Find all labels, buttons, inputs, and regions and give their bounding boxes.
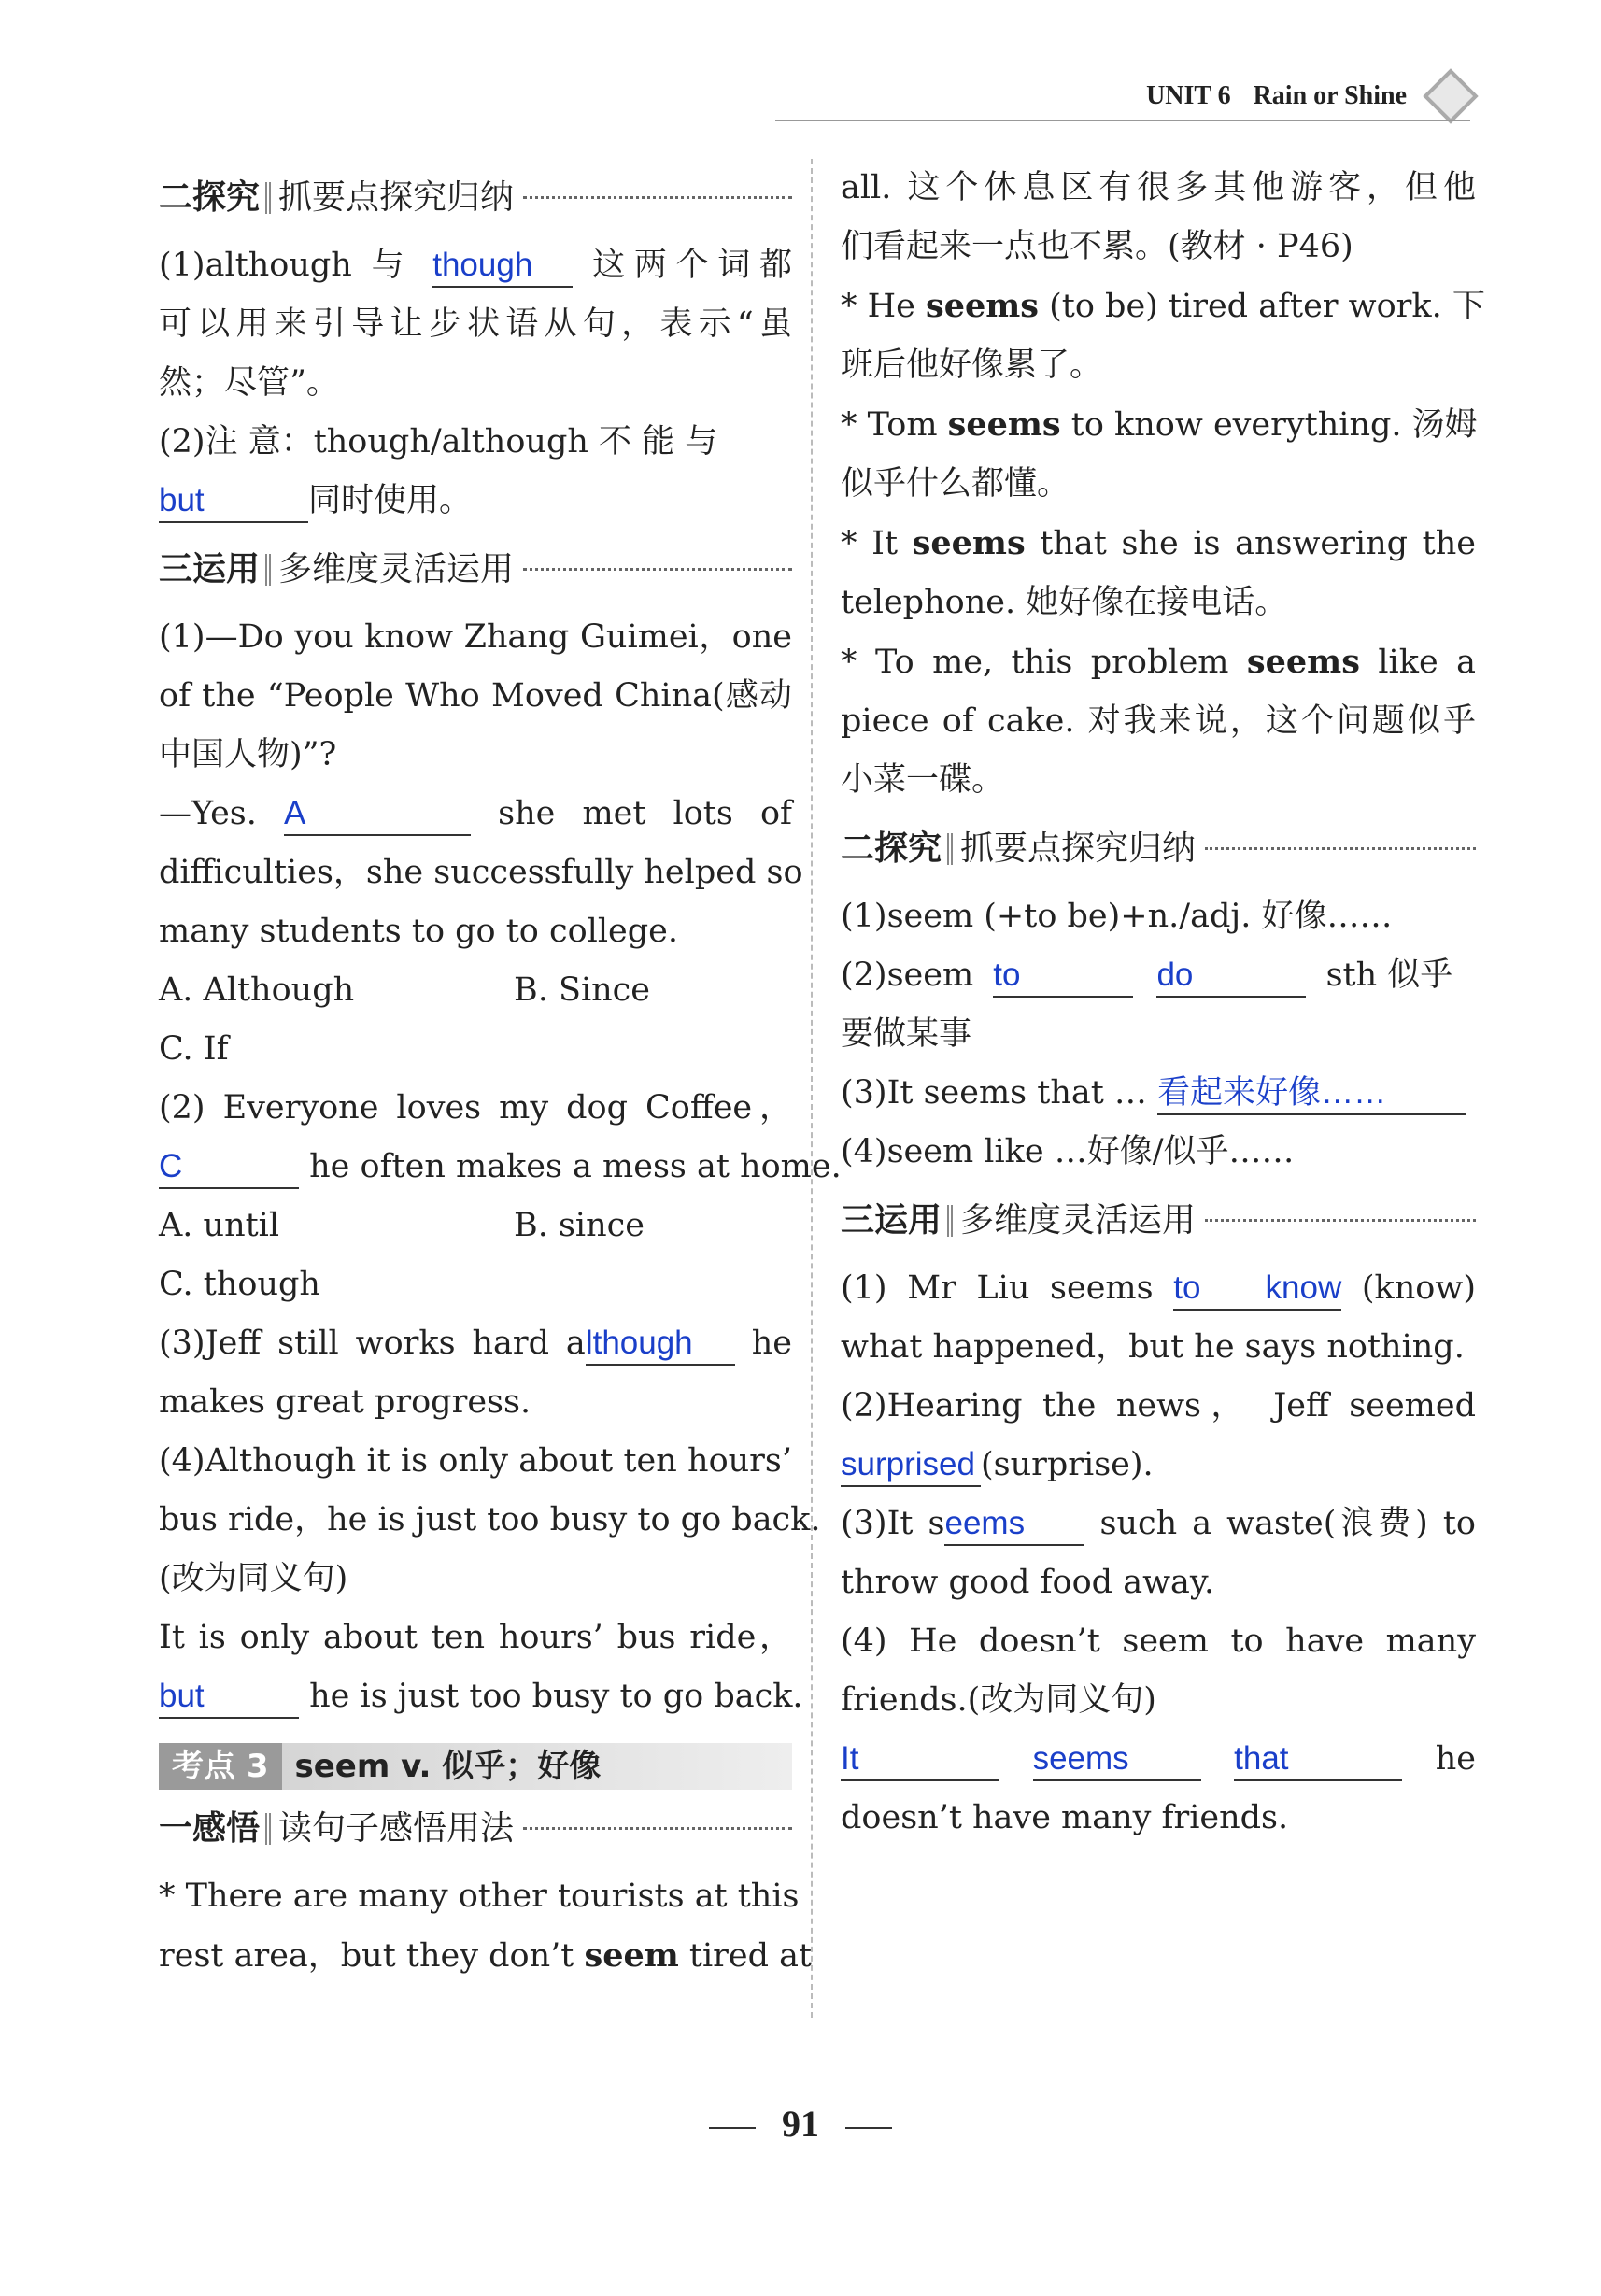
answer-blank: 看起来好像……	[1157, 1072, 1466, 1115]
text-line: makes great progress.	[159, 1383, 531, 1421]
exam-point-banner	[159, 1743, 792, 1790]
text-line: (改为同义句)	[159, 1560, 348, 1597]
explore-1: (1)although 与 though 这两个词都	[159, 236, 792, 295]
text-line: 中国人物)”?	[159, 736, 337, 773]
text-line: 小菜一碟。	[841, 761, 1005, 799]
options-line: A. Although B. Since	[159, 971, 650, 1009]
text-line: of the “People Who Moved China(感动	[159, 677, 792, 715]
text-line: It is only about ten hours’ bus ride，	[159, 1619, 792, 1656]
text-line: (4)seem like …好像/似乎……	[841, 1133, 1295, 1170]
page-number: 91	[0, 2102, 1601, 2146]
text-line: 然；尽管”。	[159, 364, 339, 402]
exam-point-badge: 考点 3	[159, 1743, 282, 1790]
running-header	[1146, 77, 1470, 116]
text-line: all. 这个休息区有很多其他游客，但他	[841, 169, 1476, 206]
section-title-feel: 一感悟 读句子感悟用法	[159, 1799, 792, 1858]
answer-blank: surprised	[841, 1444, 981, 1487]
text-line: throw good food away.	[841, 1564, 1215, 1601]
left-column: 二探究 抓要点探究归纳 (1)although 与 though 这两个词都 可以用来引导让步状语从句，表示“虽 然；尽管”。 (2)注 意：though/although 不 能 与 but 同时使用。 三运用 多维度灵活运用 (1)—Do you know Zhang Guimei，one of the “People Who Moved China(感动 中国人物)”? —Yes. A she met lots of difficulties，she successfully helped so many students to go to college. A. Although B. Since C. If (2) Everyone loves my dog Coffee， C he often makes a mess at home. A. until B. since C. though (3)Jeff still works hard although he makes great progress. (4)Although it is only about ten hours’ bus ride，he is just too busy to go back. (改为同义句) It is only about ten hours’ bus ride， but he is just too busy to go back. 考点 3 seem v. 似乎；好像 一感悟 读句子感悟用法 * There are many other tourists at this rest area，but they don’t seem tired at	[159, 159, 792, 1986]
section-mark-icon	[265, 554, 273, 586]
right-column: all. 这个休息区有很多其他游客，但他 们看起来一点也不累。(教材 · P46) * He seems (to be) tired after work. 下 班后他好像累了。 * Tom seems to know everything. 汤姆 似乎什么都懂。 * It seems that she is answering the telephone. 她好像在接电话。 * To me, this problem seems like a piece of cake. 对我来说，这个问题似乎 小菜一碟。 二探究 抓要点探究归纳 (1)seem (+to be)+n./adj. 好像…… (2)seem to do sth 似乎 要做某事 (3)It seems that … 看起来好像…… (4)seem like …好像/似乎…… 三运用 多维度灵活运用 (1) Mr Liu seems to know (know) what happened，but he says nothing. (2)Hearing the news， Jeff seemed surprised (surprise). (3)It seems such a waste(浪费) to throw good food away. (4) He doesn’t seem to have many friends.(改为同义句) It seems that he doesn’t have many friends.	[841, 159, 1476, 1848]
answer-blank: lthough	[586, 1323, 735, 1366]
section-title-apply-2: 三运用 多维度灵活运用	[841, 1191, 1476, 1250]
section-mark-icon	[265, 1813, 273, 1845]
text-line: friends.(改为同义句)	[841, 1681, 1156, 1719]
answer-blank: to	[993, 955, 1133, 998]
text-line: (4) He doesn’t seem to have many	[841, 1623, 1476, 1660]
explore-2: (2)注 意：though/although 不 能 与	[159, 423, 718, 461]
section-title-apply: 三运用 多维度灵活运用	[159, 540, 792, 599]
text-line: (2)Hearing the news， Jeff seemed	[841, 1387, 1476, 1424]
text-line: telephone. 她好像在接电话。	[841, 584, 1288, 621]
answer-blank: A	[284, 793, 471, 836]
question-1-answer-line: —Yes. A she met lots of	[159, 785, 792, 843]
exam-point-title: seem v. 似乎；好像	[294, 1747, 602, 1785]
unit-label: UNIT 6	[1146, 81, 1231, 110]
text-line: piece of cake. 对我来说，这个问题似乎	[841, 702, 1476, 740]
text-line: 似乎什么都懂。	[841, 465, 1070, 503]
text-line: * There are many other tourists at this	[159, 1878, 800, 1915]
answer-blank: that	[1234, 1738, 1402, 1781]
options-line: A. until B. since	[159, 1207, 645, 1244]
section-mark-icon	[947, 1205, 955, 1237]
text-line: doesn’t have many friends.	[841, 1799, 1289, 1836]
text-line: many students to go to college.	[159, 913, 679, 950]
answer-blank: eems	[944, 1503, 1084, 1546]
text-line: difficulties，she successfully helped so	[159, 854, 803, 891]
text-line: 可以用来引导让步状语从句，表示“虽	[159, 305, 792, 343]
diamond-icon	[1423, 68, 1478, 123]
answer-blank: but	[159, 480, 308, 523]
answer-blank: It	[841, 1738, 999, 1781]
text-line: 班后他好像累了。	[841, 347, 1103, 384]
options-line: C. If	[159, 1030, 229, 1068]
text-line: 要做某事	[841, 1015, 972, 1053]
answer-blank: but	[159, 1676, 299, 1719]
section-mark-icon	[947, 833, 955, 865]
text-line: 们看起来一点也不累。(教材 · P46)	[841, 228, 1353, 265]
answer-blank: to know	[1173, 1268, 1341, 1311]
question-3: (3)Jeff still works hard although he	[159, 1314, 792, 1373]
section-title-explore: 二探究 抓要点探究归纳	[159, 168, 792, 227]
answer-blank: though	[432, 245, 573, 288]
text-line: bus ride，he is just too busy to go back.	[159, 1501, 821, 1538]
answer-blank: do	[1156, 955, 1306, 998]
header-rule	[775, 120, 1470, 121]
text-line: (2) Everyone loves my dog Coffee，	[159, 1089, 792, 1127]
section-title-explore-2: 二探究 抓要点探究归纳	[841, 819, 1476, 878]
section-mark-icon	[265, 182, 273, 214]
text-line: (1)—Do you know Zhang Guimei，one	[159, 618, 792, 656]
answer-blank: C	[159, 1146, 299, 1189]
unit-title: Rain or Shine	[1253, 81, 1407, 110]
column-divider	[811, 159, 813, 2018]
text-line: (4)Although it is only about ten hours’	[159, 1442, 792, 1480]
options-line: C. though	[159, 1266, 320, 1303]
text-line: (1)seem (+to be)+n./adj. 好像……	[841, 898, 1393, 935]
answer-blank: seems	[1033, 1738, 1201, 1781]
text-line: what happened，but he says nothing.	[841, 1328, 1465, 1366]
